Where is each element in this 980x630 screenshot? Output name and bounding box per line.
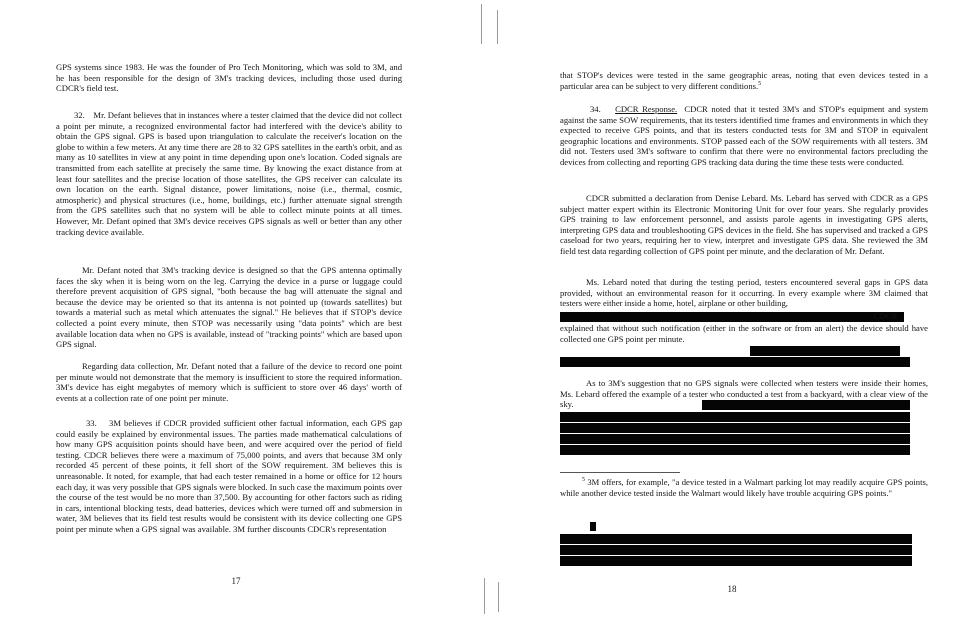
lebard-text: CDCR submitted a declaration from Denise Lebard. Ms. Lebard has served with CDCR as a GPS subject matter expert within its Electronic Monitoring Unit for over four years. She regularly provides GPS training to law enforcement personnel, and assists parole agents in investigating GPS alerts, interpreting GPS data and troubleshooting GPS devices in the field. She has supervised and tracked a GPS caseload for two years, requiring her to view, interpret and investigate GPS data. She reviewed the 3M field test data regarding collection of GPS point per minute, and the declaration of Mr. Defant. xyxy=(560,193,928,256)
footnote-text: 3M offers, for example, "a device tested in a Walmart parking lot may readily acquire GPS points, while another device tested inside the Walmart would likely have trouble acquiring GPS points." xyxy=(560,477,928,498)
redaction-bar xyxy=(560,445,910,455)
right-page xyxy=(510,0,980,630)
memory-paragraph xyxy=(56,361,402,403)
carry-over-paragraph xyxy=(560,70,928,91)
paragraph-32 xyxy=(56,110,402,237)
redaction-bar xyxy=(702,400,910,410)
intro-paragraph xyxy=(56,62,402,94)
lebard-paragraph xyxy=(560,193,928,257)
gutter-mark-bottom-right xyxy=(498,582,499,612)
footnote-rule xyxy=(560,472,680,473)
paragraph-34 xyxy=(560,104,928,168)
redaction-bar xyxy=(560,434,910,444)
paragraph-33 xyxy=(56,418,402,535)
paragraph-33-text: 3M believes if CDCR provided sufficient other factual information, each GPS gap could easily be explained by environmental issues. The parties made mathematical calculations of how many GPS acquisition points should have been, and were acquired over the period of field testing. CDCR believes there were a maximum of 75,000 points, and avers that because 3M only recorded 45 percent of these points, it fell short of the SOW requirement. 3M believes this is unreasonable. It noted, for example, that had each tester remained in a home or office for 12 hours each day, it was very possible that GPS signals were blocked. In such case the maximum points over the course of the test would be no more than 37,500. By accounting for other factors such as riding in cars, intentional blocking tests, dead batteries, devices which were turned off and submersion in water, 3M believes that its field test results would be consistent with its device collecting one GPS point per minute when a GPS signal was available. 3M further discounts CDCR's representation xyxy=(56,418,402,534)
gaps-paragraph xyxy=(560,277,928,309)
footnote-number: 5 xyxy=(582,477,585,484)
antenna-paragraph xyxy=(56,265,402,350)
redaction-bar xyxy=(750,346,900,356)
redaction-bar xyxy=(560,545,912,555)
gutter-mark-bottom xyxy=(484,578,485,614)
gaps-text: Ms. Lebard noted that during the testing period, testers encountered several gaps in GPS data provided, without an environmental reason for it occurring. In every example where 3M claimed that testers were either inside a home, hotel, airplane or other building, xyxy=(560,277,928,309)
redaction-bar xyxy=(590,522,596,531)
footnote xyxy=(560,477,928,498)
right-page-number: 18 xyxy=(727,584,737,594)
explained-paragraph xyxy=(560,323,928,344)
paragraph-34-text: CDCR noted that it tested 3M's and STOP's equipment and system against the same SOW requirements, that its testers identified time frames and environments in which they expected to receive GPS points, and that its testers conducted tests for 3M and STOP in equivalent geographic locations and environments. STOP passed each of the SOW requirements with all testers. 3M did not. Testers used 3M's software to confirm that there were no environmental factors precluding the devices from collecting and reporting GPS tracking data during the time these tests were conducted. xyxy=(560,104,929,167)
paragraph-33-number: 33. xyxy=(86,418,97,428)
cdcr-fragment: CDCR xyxy=(874,311,898,321)
intro-text: GPS systems since 1983. He was the founder of Pro Tech Monitoring, which was sold to 3M, and he has been responsible for the design of 3M's tracking devices, including those used during CDCR's field test. xyxy=(56,62,402,94)
gutter-mark-top xyxy=(481,4,482,44)
redaction-bar xyxy=(560,423,910,433)
paragraph-34-number: 34. xyxy=(590,104,601,114)
paragraph-32-text: Mr. Defant believes that in instances where a tester claimed that the device did not collect a point per minute, a recognized environmental factor had interfered with the device's ability to obtain the GPS signal. GPS is based upon triangulation to calculate the receiver's location on the globe to within a few meters. At any time there are 28 to 32 GPS satellites in the earth's orbit, and as many as 10 satellites in view at any point in time depending upon one's location. Coded signals are transmitted from each satellite at precisely the same time. By knowing the exact distance from at least four satellites and the precise location of those satellites, the GPS receiver can calculate its own location on the earth. Signal distance, power limitations, noise (i.e., thermal, cosmic, atmospheric) and physical structures (i.e., home, buildings, etc.) further attenuate signal strength from the GPS satellites such that no system will be able to collect minute points at all times. However, Mr. Defant opined that 3M's device receives GPS signals as well or better than any other tracking device available. xyxy=(56,110,402,237)
antenna-text: Mr. Defant noted that 3M's tracking device is designed so that the GPS antenna optimally faces the sky when it is being worn on the leg. Carrying the device in a purse or luggage could therefore prevent acquisition of GPS signal, "both because the bag will attenuate the signal and because the device may be oriented so that its antenna is not pointed up (towards satellites) but towards a material such as metal which attenuates the signal." He believes that if STOP's device collected a point every minute, then STOP was necessarily using "data points" which are best available location data when no GPS is available, instead of "tracking points" which are based upon GPS signal. xyxy=(56,265,402,350)
left-page xyxy=(0,0,476,630)
memory-text: Regarding data collection, Mr. Defant noted that a failure of the device to record one point per minute would not demonstrate that the memory is insufficient to store the required information. 3M's device has eight megabytes of memory which is sufficient to store over 46 days' worth of events at a collection rate of one point per minute. xyxy=(56,361,402,403)
footnote-reference: 5 xyxy=(758,80,762,87)
redaction-bar xyxy=(560,412,910,422)
paragraph-32-number: 32. xyxy=(74,110,85,120)
paragraph-34-heading: CDCR Response. xyxy=(615,104,678,114)
carry-over-text: that STOP's devices were tested in the same geographic areas, noting that even devices tested in a particular area can be subject to very different conditions. xyxy=(560,70,928,91)
left-page-number: 17 xyxy=(231,576,241,586)
inside-text: As to 3M's suggestion that no GPS signals were collected when testers were inside their homes, Ms. Lebard offered the example of a tester who conducted a test from a backyard, with a clear view of the sky. xyxy=(560,378,928,410)
redaction-bar xyxy=(560,312,904,322)
redaction-bar xyxy=(560,534,912,544)
redaction-bar xyxy=(560,556,912,566)
gutter-mark-top-right xyxy=(497,10,498,44)
redaction-bar xyxy=(560,357,910,367)
explained-text: explained that without such notification (either in the software or from an alert) the device should have collected one GPS point per minute. xyxy=(560,323,928,344)
